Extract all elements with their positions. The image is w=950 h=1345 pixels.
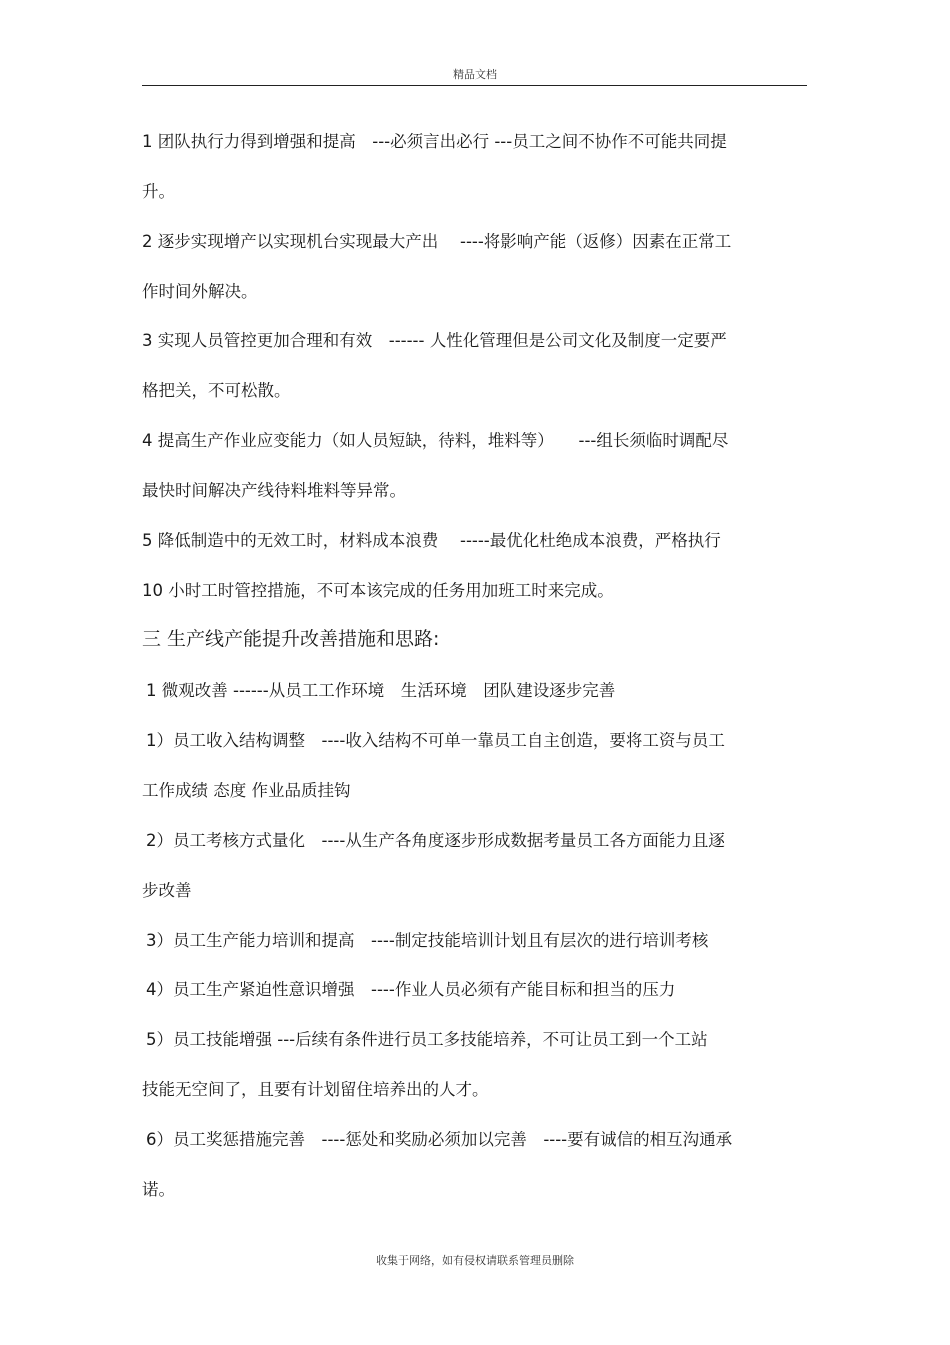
body-line: 3 实现人员管控更加合理和有效 ------ 人性化管理但是公司文化及制度一定要严 <box>142 331 727 350</box>
body-line: 2 逐步实现增产以实现机台实现最大产出 ----将影响产能（返修）因素在正常工 <box>142 232 732 251</box>
body-line: 格把关，不可松散。 <box>142 381 291 400</box>
section-line: 工作成绩 态度 作业品质挂钩 <box>142 781 351 800</box>
body-line: 1 团队执行力得到增强和提高 ---必须言出必行 ---员工之间不协作不可能共同提 <box>142 132 727 151</box>
section-line: 6）员工奖惩措施完善 ----惩处和奖励必须加以完善 ----要有诚信的相互沟通承 <box>146 1130 733 1149</box>
section-line: 1）员工收入结构调整 ----收入结构不可单一靠员工自主创造，要将工资与员工 <box>146 731 725 750</box>
section-line: 诺。 <box>142 1180 175 1199</box>
section-heading: 三 生产线产能提升改善措施和思路: <box>142 628 440 650</box>
section-line: 5）员工技能增强 ---后续有条件进行员工多技能培养，不可让员工到一个工站 <box>146 1030 708 1049</box>
body-line: 5 降低制造中的无效工时，材料成本浪费 -----最优化杜绝成本浪费，严格执行 <box>142 531 721 550</box>
section-line: 3）员工生产能力培训和提高 ----制定技能培训计划且有层次的进行培训考核 <box>146 931 709 950</box>
section-line: 步改善 <box>142 881 192 900</box>
body-line: 10 小时工时管控措施，不可本该完成的任务用加班工时来完成。 <box>142 581 614 600</box>
body-line: 4 提高生产作业应变能力（如人员短缺，待料，堆料等） ---组长须临时调配尽 <box>142 431 729 450</box>
body-line: 作时间外解决。 <box>142 282 258 301</box>
section-line: 2）员工考核方式量化 ----从生产各角度逐步形成数据考量员工各方面能力且逐 <box>146 831 725 850</box>
page-footer: 收集于网络，如有侵权请联系管理员删除 <box>376 1254 574 1267</box>
body-line: 升。 <box>142 182 175 201</box>
body-line: 最快时间解决产线待料堆料等异常。 <box>142 481 406 500</box>
header-divider <box>142 85 807 86</box>
section-line: 1 微观改善 ------从员工工作环境 生活环境 团队建设逐步完善 <box>146 681 616 700</box>
page-header: 精品文档 <box>453 68 497 81</box>
section-line: 技能无空间了，且要有计划留住培养出的人才。 <box>142 1080 489 1099</box>
section-line: 4）员工生产紧迫性意识增强 ----作业人员必须有产能目标和担当的压力 <box>146 980 676 999</box>
